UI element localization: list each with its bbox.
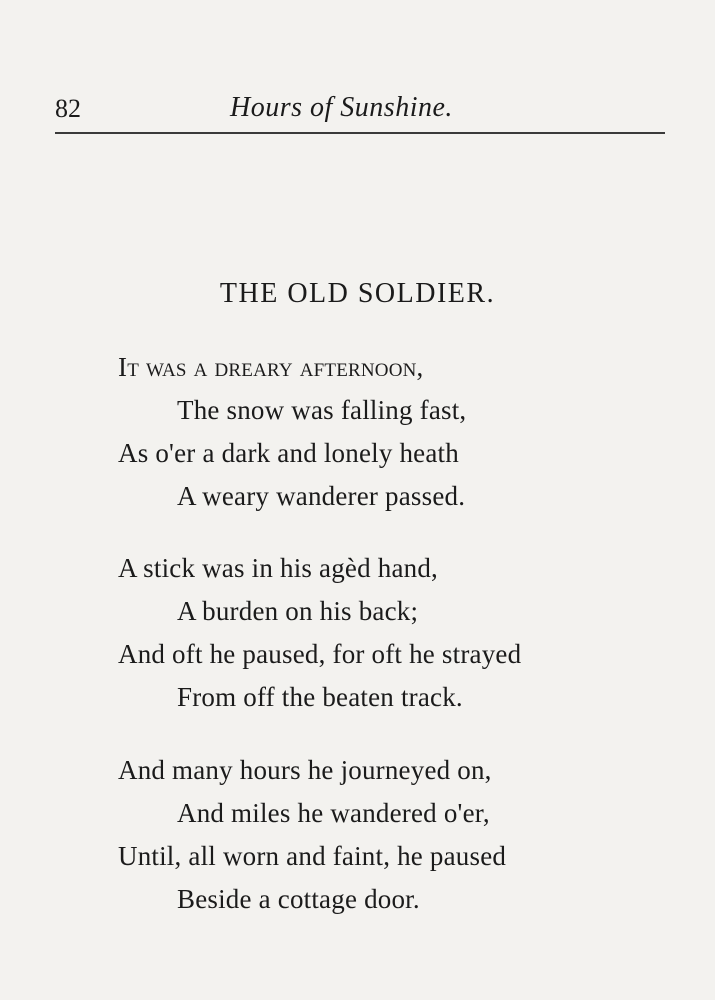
poem-line: From off the beaten track.	[177, 682, 463, 712]
poem-line: As o'er a dark and lonely heath	[118, 438, 459, 468]
poem-line: Beside a cottage door.	[177, 884, 420, 914]
poem-line: And many hours he journeyed on,	[118, 755, 492, 785]
poem-line: A weary wanderer passed.	[177, 481, 466, 511]
poem-line: A burden on his back;	[177, 596, 419, 626]
running-title: Hours of Sunshine.	[230, 92, 453, 123]
poem-line: A stick was in his agèd hand,	[118, 553, 439, 583]
poem-line: And miles he wandered o'er,	[177, 798, 490, 828]
poem-line: The snow was falling fast,	[177, 395, 467, 425]
poem-title: THE OLD SOLDIER.	[219, 278, 496, 309]
poem-line: It was a dreary afternoon,	[118, 352, 424, 382]
page-number: 82	[55, 94, 81, 123]
page-header	[55, 86, 665, 126]
poem-line: Until, all worn and faint, he paused	[118, 841, 507, 871]
header-rule	[55, 132, 665, 134]
poem-line: And oft he paused, for oft he strayed	[118, 639, 522, 669]
